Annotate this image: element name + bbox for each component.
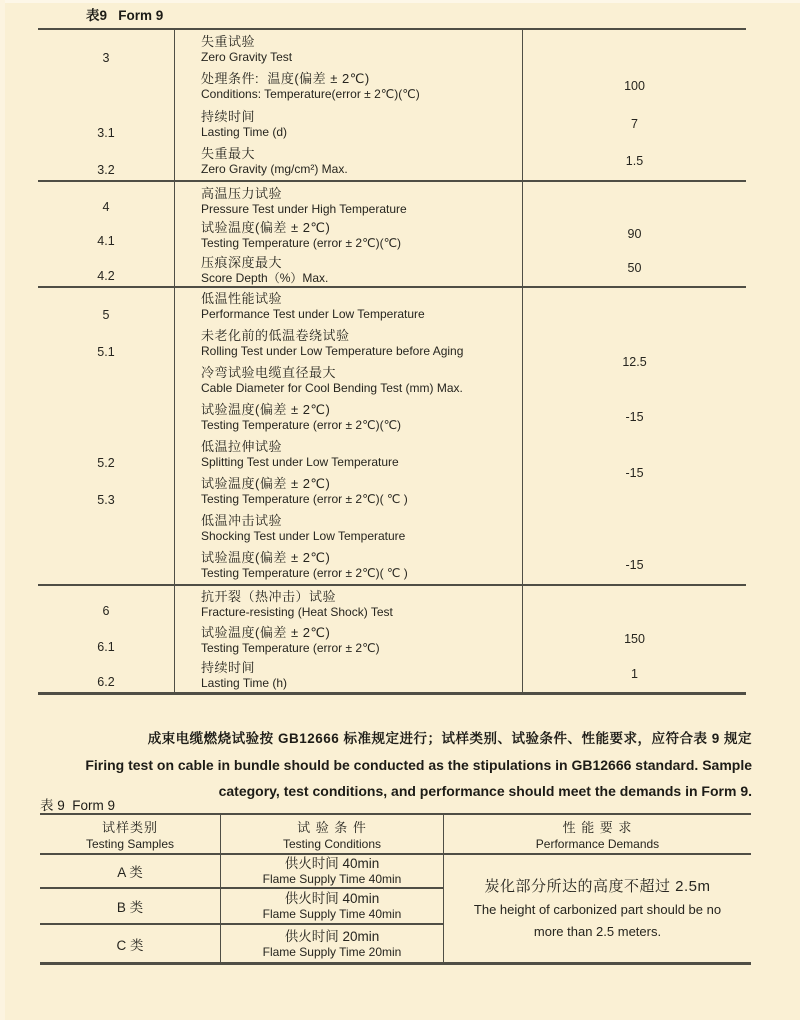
table-row <box>38 586 746 622</box>
test-name-cn: 持续时间 <box>201 108 256 124</box>
test-name-cell <box>174 436 523 473</box>
test-name-cn: 试验温度(偏差 ± 2℃) <box>201 402 331 417</box>
item-number-cell: 4.2 <box>97 268 115 283</box>
header-cn: 试样类别 <box>101 819 158 835</box>
item-number-cell: 3 <box>102 50 110 65</box>
performance-cn: 炭化部分所达的高度不超过 2.5m <box>484 877 711 895</box>
item-number-cell: 3.2 <box>97 163 115 177</box>
test-name-en: Testing Temperature (error ± 2℃)(℃) <box>201 236 402 250</box>
item-number-cell: 5.3 <box>97 492 115 507</box>
note-text-cn: 成束电缆燃烧试验按 GB12666 标准规定进行；试样类别、试验条件、性能要求，应符合表 9 规定 <box>147 731 752 746</box>
item-number-cell <box>38 547 174 584</box>
test-name-cell <box>174 105 523 143</box>
table-section-5 <box>38 286 746 584</box>
item-number-cell: 3.1 <box>97 125 115 140</box>
table-row <box>38 657 746 693</box>
test-name-cn: 失重最大 <box>201 146 256 161</box>
test-name-cell <box>174 251 523 286</box>
test-name-en: Score Depth（%）Max. <box>201 270 329 285</box>
header-performance-demands <box>444 815 751 855</box>
table-section-6 <box>38 584 746 693</box>
test-name-en: Cable Diameter for Cool Bending Test (mm) Max. <box>201 381 463 395</box>
test-name-cell <box>174 68 523 106</box>
test-name-cn: 试验温度(偏差 ± 2℃) <box>201 550 331 565</box>
item-number-cell: 5.2 <box>97 455 115 470</box>
table-row <box>38 182 746 217</box>
test-name-en: Zero Gravity Test <box>201 49 293 64</box>
test-name-cn: 低温性能试验 <box>201 291 283 306</box>
test-name-cell <box>174 182 523 217</box>
test-name-en: Zero Gravity (mg/cm²) Max. <box>201 162 348 176</box>
table-section-3 <box>38 30 746 180</box>
item-number-cell: 5.1 <box>97 344 115 359</box>
header-en: Testing Conditions <box>282 836 382 851</box>
test-name-cn: 低温拉伸试验 <box>201 439 283 454</box>
requirement-value-cell: 100 <box>624 79 645 94</box>
header-testing-samples <box>40 815 220 855</box>
test-name-en: Testing Temperature (error ± 2℃) <box>201 640 380 655</box>
header-cn: 试 验 条 件 <box>297 819 367 835</box>
requirement-value-cell: 150 <box>624 631 645 646</box>
requirement-value-cell: 1.5 <box>625 154 644 169</box>
table-row <box>38 143 746 181</box>
requirement-value-cell: 12.5 <box>622 354 647 369</box>
form9-title-bottom: 表 9 Form 9 <box>40 798 116 813</box>
test-name-cn: 失重试验 <box>201 33 256 49</box>
requirement-value-cell: -15 <box>625 410 644 424</box>
test-name-cell <box>174 399 523 436</box>
table-row <box>38 217 746 252</box>
requirement-value-cell <box>523 182 746 217</box>
condition-cn: 供火时间 20min <box>284 928 380 944</box>
condition-en: Flame Supply Time 40min <box>262 907 402 921</box>
requirement-value-cell <box>523 510 746 547</box>
table-row <box>38 465 746 510</box>
item-number-cell <box>38 362 174 399</box>
header-testing-conditions <box>220 815 444 855</box>
item-number-cell: 4 <box>102 199 110 214</box>
test-condition-cell <box>220 889 444 925</box>
test-name-cn: 处理条件: 温度(偏差 ± 2℃) <box>201 71 370 86</box>
table-row <box>38 105 746 143</box>
test-name-cell <box>174 362 523 399</box>
test-name-cn: 低温冲击试验 <box>201 513 283 528</box>
test-name-en: Testing Temperature (error ± 2℃)( ℃ ) <box>201 566 408 580</box>
condition-en: Flame Supply Time 20min <box>262 944 402 959</box>
table-row <box>38 288 746 325</box>
test-name-cell <box>174 473 523 510</box>
test-name-cell <box>174 217 523 252</box>
test-name-en: Testing Temperature (error ± 2℃)(℃) <box>201 418 402 432</box>
test-name-en: Lasting Time (d) <box>201 124 288 139</box>
test-name-en: Shocking Test under Low Temperature <box>201 529 406 543</box>
test-name-cn: 试验温度(偏差 ± 2℃) <box>201 476 331 491</box>
test-name-cn: 冷弯试验电缆直径最大 <box>201 365 337 380</box>
condition-cn: 供火时间 40min <box>284 856 380 871</box>
test-name-en: Rolling Test under Low Temperature before Aging <box>201 344 464 358</box>
test-name-cell <box>174 510 523 547</box>
header-en: Testing Samples <box>85 836 175 851</box>
requirement-value-cell <box>523 30 746 68</box>
item-number-cell: 6.2 <box>97 675 115 689</box>
sample-class-cell: C 类 <box>116 937 144 953</box>
note-text-en: Firing test on cable in bundle should be conducted as the stipulations in GB12666 standard. Sample category, test conditions, and performance should meet the demands in Form 9. <box>85 757 752 799</box>
table-row <box>38 354 746 399</box>
test-name-cell <box>174 325 523 362</box>
test-name-cn: 抗开裂（热冲击）试验 <box>201 589 337 604</box>
test-name-cn: 压痕深度最大 <box>201 254 283 270</box>
requirement-value-cell <box>523 288 746 325</box>
test-name-cn: 未老化前的低温卷绕试验 <box>201 328 350 343</box>
requirement-value-cell: -15 <box>625 558 644 572</box>
page-edge-highlight <box>0 0 800 3</box>
firing-test-table <box>40 813 751 965</box>
header-cn: 性 能 要 求 <box>562 819 633 835</box>
test-name-cell <box>174 288 523 325</box>
test-name-cell <box>174 621 523 657</box>
table-row <box>38 399 746 436</box>
performance-en: The height of carbonized part should be no more than 2.5 meters. <box>473 901 722 939</box>
test-name-en: Testing Temperature (error ± 2℃)( ℃ ) <box>201 492 408 506</box>
table-row <box>38 547 746 584</box>
table-row <box>38 251 746 286</box>
item-number-cell: 6.1 <box>97 639 115 654</box>
test-name-en: Lasting Time (h) <box>201 676 288 690</box>
test-name-cn: 试验温度(偏差 ± 2℃) <box>201 624 331 640</box>
performance-cell <box>444 855 751 962</box>
requirement-value-cell: 50 <box>627 261 642 276</box>
condition-en: Flame Supply Time 40min <box>262 872 402 886</box>
test-condition-cell <box>220 925 444 962</box>
requirement-value-cell: 90 <box>627 226 642 241</box>
item-number-cell <box>38 68 174 106</box>
item-number-cell: 6 <box>102 604 110 618</box>
item-number-cell <box>38 399 174 436</box>
test-name-en: Conditions: Temperature(error ± 2℃)(℃) <box>201 87 420 101</box>
firing-test-note <box>40 726 752 804</box>
test-name-cell <box>174 30 523 68</box>
table-row <box>38 30 746 68</box>
item-number-cell <box>38 510 174 547</box>
table-row <box>38 621 746 657</box>
test-name-en: Performance Test under Low Temperature <box>201 307 425 321</box>
test-name-cn: 高温压力试验 <box>201 185 283 201</box>
test-name-cn: 试验温度(偏差 ± 2℃) <box>201 220 331 235</box>
test-name-cn: 持续时间 <box>201 660 256 675</box>
test-condition-cell <box>220 855 444 889</box>
table-row <box>38 510 746 547</box>
requirement-value-cell: 1 <box>631 667 638 682</box>
page-edge-highlight <box>0 0 5 1020</box>
test-name-en: Pressure Test under High Temperature <box>201 201 407 216</box>
test-name-en: Fracture-resisting (Heat Shock) Test <box>201 605 393 619</box>
sample-class-cell: A 类 <box>40 855 220 889</box>
requirement-value-cell: 7 <box>631 116 638 131</box>
test-name-cell <box>174 586 523 622</box>
test-name-cell <box>174 657 523 693</box>
item-number-cell: 5 <box>102 307 110 322</box>
table-row <box>38 68 746 106</box>
table-section-4 <box>38 180 746 286</box>
item-number-cell: 4.1 <box>97 234 115 248</box>
requirement-value-cell <box>523 586 746 622</box>
requirement-value-cell: -15 <box>625 465 644 480</box>
header-en: Performance Demands <box>535 836 660 851</box>
test-name-en: Splitting Test under Low Temperature <box>201 455 399 469</box>
condition-cn: 供火时间 40min <box>284 891 380 906</box>
form9-title-top: 表9 Form 9 <box>86 8 164 23</box>
test-name-cell <box>174 143 523 181</box>
sample-class-cell: B 类 <box>40 889 220 925</box>
test-name-cell <box>174 547 523 584</box>
test-specification-table <box>38 28 746 695</box>
